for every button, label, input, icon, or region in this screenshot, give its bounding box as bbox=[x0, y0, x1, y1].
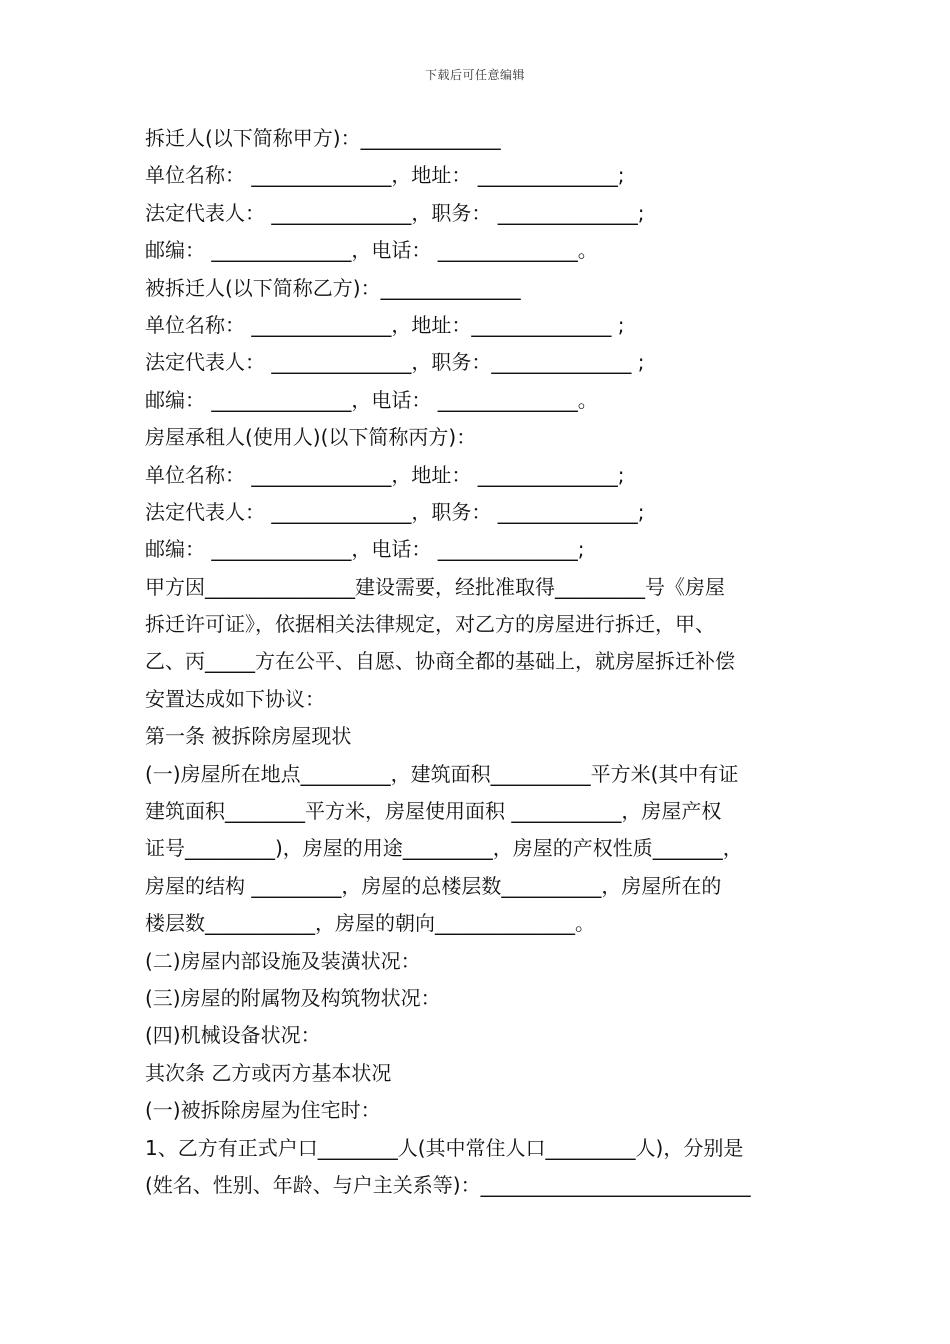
party-a-postcode-phone: 邮编： ______________，电话： ______________。 bbox=[145, 238, 598, 263]
article-1-item-1-line-2: 建筑面积________平方米，房屋使用面积 ___________，房屋产权 bbox=[145, 799, 722, 824]
party-b-representative-position: 法定代表人： ______________，职务：______________ ; bbox=[145, 350, 645, 375]
party-a-unit-address: 单位名称： ______________，地址： ______________; bbox=[145, 163, 625, 188]
party-a-title: 拆迁人(以下简称甲方)：______________ bbox=[145, 126, 501, 150]
party-b-postcode-phone: 邮编： ______________，电话： ______________。 bbox=[145, 387, 598, 412]
preamble-line-3: 乙、丙_____方在公平、自愿、协商全都的基础上，就房屋拆迁补偿 bbox=[145, 649, 735, 674]
article-1-item-2: (二)房屋内部设施及装潢状况： bbox=[145, 948, 421, 973]
party-a-representative-position: 法定代表人： ______________，职务： ______________; bbox=[145, 200, 645, 225]
party-c-unit-address: 单位名称： ______________，地址： ______________; bbox=[145, 462, 625, 487]
preamble-line-4: 安置达成如下协议： bbox=[145, 686, 325, 711]
party-c-postcode-phone: 邮编： ______________，电话： ______________; bbox=[145, 537, 585, 562]
article-2-clause-1-line-1: 1、乙方有正式户口________人(其中常住人口_________人)，分别是 bbox=[145, 1135, 744, 1160]
article-1-item-1-line-1: (一)房屋所在地点_________，建筑面积__________平方米(其中有证 bbox=[145, 761, 739, 786]
preamble-line-2: 拆迁许可证》，依据相关法律规定，对乙方的房屋进行拆迁，甲、 bbox=[145, 612, 715, 637]
agreement-body bbox=[145, 120, 815, 1204]
article-2-clause-1-line-2: (姓名、性别、年龄、与户主关系等)：___________________________ bbox=[145, 1172, 751, 1197]
party-c-title: 房屋承租人(使用人)(以下简称丙方)： bbox=[145, 425, 477, 450]
article-1-item-1-line-5: 楼层数___________，房屋的朝向______________。 bbox=[145, 911, 595, 936]
party-b-title: 被拆迁人(以下简称乙方)：______________ bbox=[145, 275, 521, 300]
preamble-line-1: 甲方因_______________建设需要，经批准取得_________号《房屋 bbox=[145, 574, 725, 599]
page-header-note: 下载后可任意编辑 bbox=[424, 68, 525, 82]
article-2-heading: 其次条 乙方或丙方基本状况 bbox=[145, 1060, 392, 1085]
article-1-heading: 第一条 被拆除房屋现状 bbox=[145, 724, 352, 749]
article-1-item-4: (四)机械设备状况： bbox=[145, 1023, 321, 1048]
article-1-item-1-line-3: 证号_________)，房屋的用途_________，房屋的产权性质_______， bbox=[145, 836, 743, 861]
party-b-unit-address: 单位名称： ______________，地址：______________ ; bbox=[145, 312, 625, 337]
article-2-item-1: (一)被拆除房屋为住宅时： bbox=[145, 1098, 381, 1123]
party-c-representative-position: 法定代表人： ______________，职务： ______________; bbox=[145, 499, 645, 524]
article-1-item-1-line-4: 房屋的结构 _________，房屋的总楼层数__________，房屋所在的 bbox=[145, 873, 722, 898]
article-1-item-3: (三)房屋的附属物及构筑物状况： bbox=[145, 985, 441, 1010]
